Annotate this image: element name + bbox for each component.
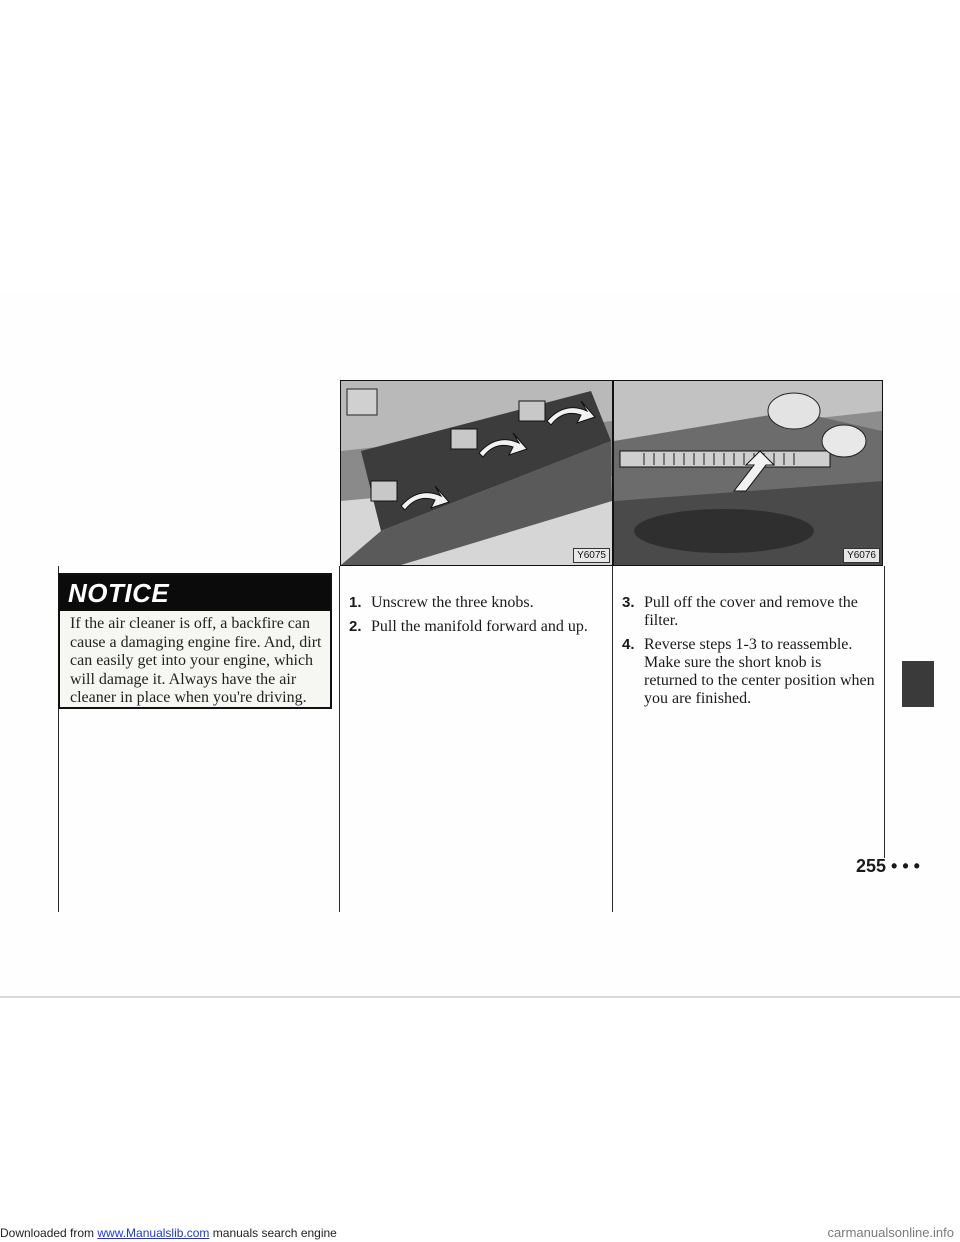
steps-right xyxy=(622,594,878,714)
column-rule-right xyxy=(612,566,613,912)
notice-text: If the air cleaner is off, a backfire can cause a damaging engine fire. And, dirt can easily get into your engine, which will damage it. Always have the air cleaner in place when you're driving. xyxy=(70,615,322,706)
footer-watermark: carmanualsonline.info xyxy=(827,1225,954,1240)
manualslib-link[interactable]: www.Manualslib.com xyxy=(97,1226,210,1240)
download-footer xyxy=(0,1224,960,1242)
step-number: 4. xyxy=(622,636,635,653)
page-number: 255 • • • xyxy=(856,856,920,876)
filter-illustration xyxy=(614,381,882,565)
footer-source xyxy=(0,1224,337,1242)
footer-prefix: Downloaded from xyxy=(0,1226,98,1240)
step-number: 2. xyxy=(349,618,362,635)
notice-box xyxy=(58,573,332,709)
photo-reference-tag: Y6076 xyxy=(843,548,880,563)
step-item xyxy=(349,618,604,636)
page-bottom-rule xyxy=(0,996,960,998)
column-rule-middle xyxy=(339,566,340,912)
step-text: Pull the manifold forward and up. xyxy=(371,618,588,635)
manifold-knobs-photo xyxy=(340,380,613,566)
step-text: Pull off the cover and remove the filter. xyxy=(644,594,858,629)
step-item xyxy=(622,594,878,630)
photo-reference-tag: Y6075 xyxy=(573,548,610,563)
section-tab-marker xyxy=(902,661,934,707)
notice-heading: NOTICE xyxy=(68,578,170,608)
column-rule-far-right xyxy=(884,566,885,858)
notice-header xyxy=(60,575,330,611)
step-number: 3. xyxy=(622,594,635,611)
step-item xyxy=(349,594,604,612)
step-text: Reverse steps 1-3 to reassemble. Make sure the short knob is returned to the center position when you are finished. xyxy=(644,636,875,707)
footer-suffix: manuals search engine xyxy=(209,1226,337,1240)
steps-middle xyxy=(349,594,604,642)
manifold-illustration xyxy=(341,381,612,565)
step-text: Unscrew the three knobs. xyxy=(371,594,534,611)
step-item xyxy=(622,636,878,708)
filter-removal-photo xyxy=(613,380,883,566)
step-number: 1. xyxy=(349,594,362,611)
